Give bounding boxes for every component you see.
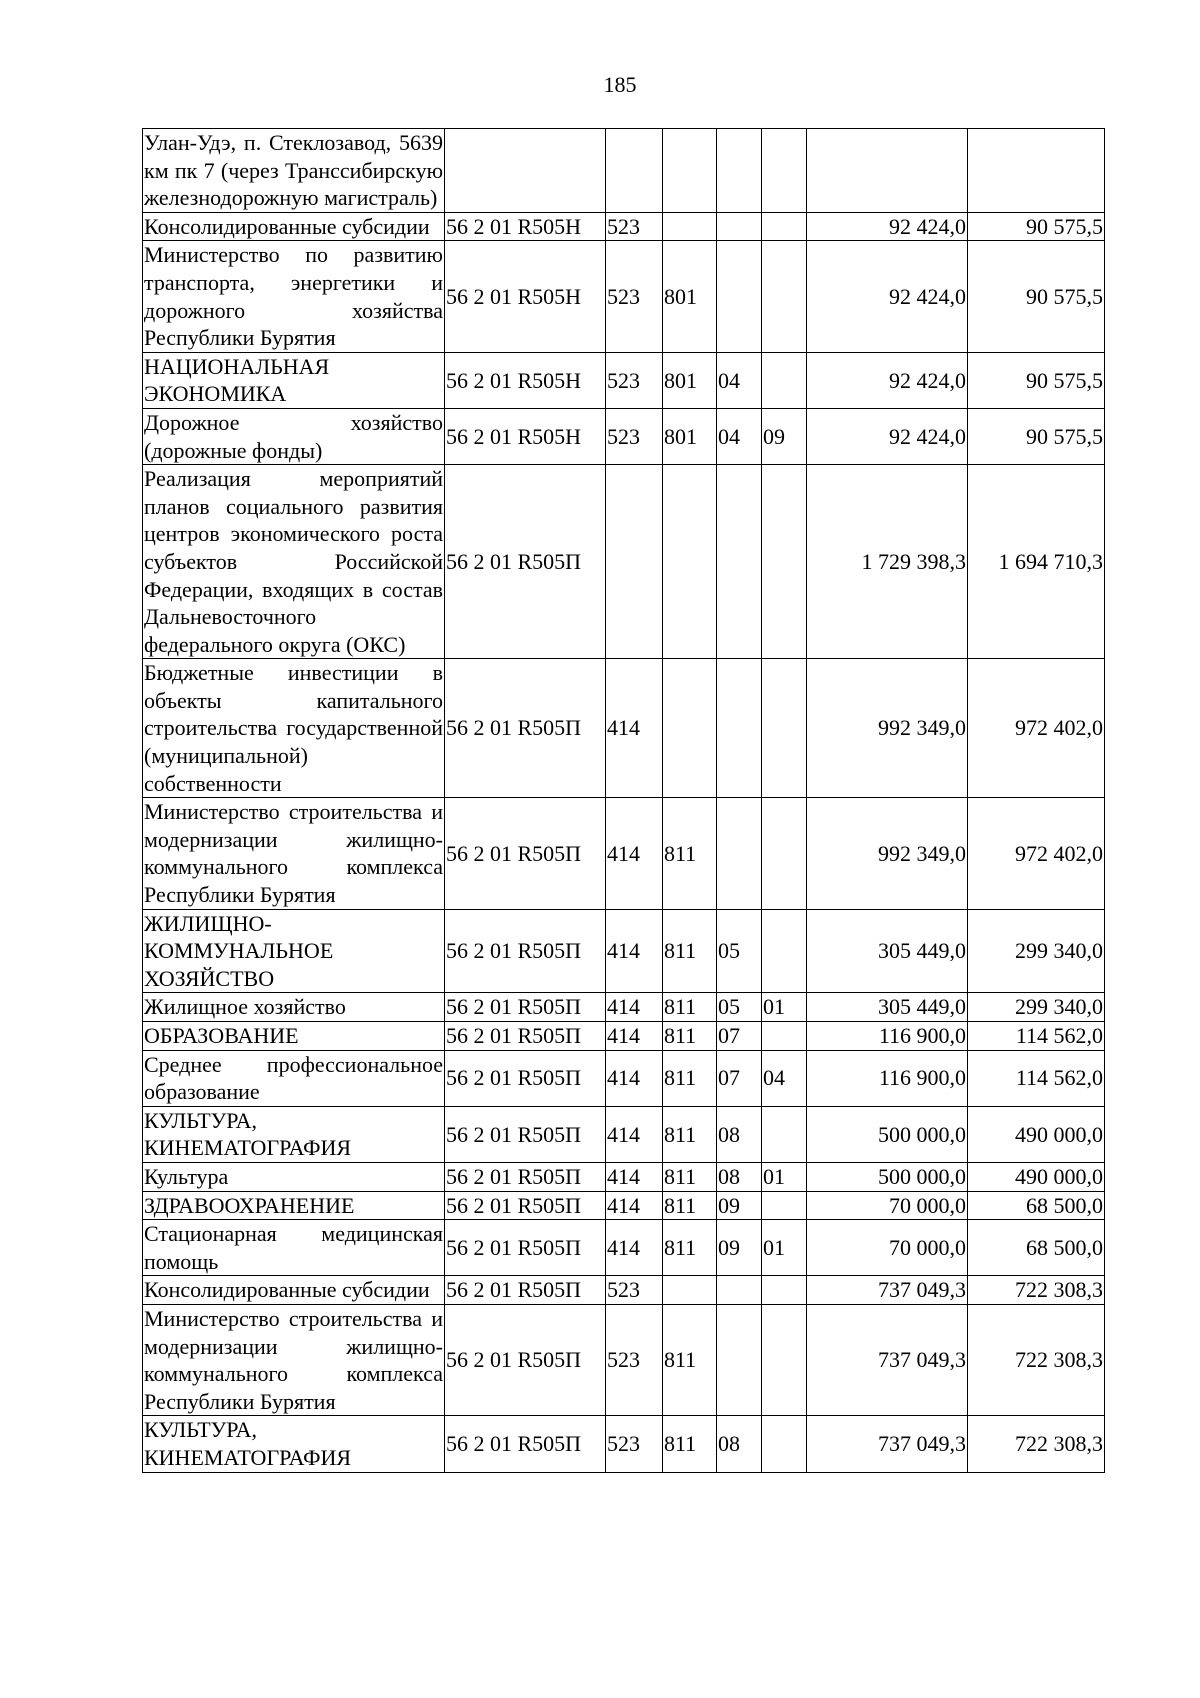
subsection-code-cell [762,1106,807,1162]
section-code-cell [717,465,762,659]
target-code-cell: 56 2 01 R505П [445,1106,606,1162]
row-name-cell: Среднее профессиональное образование [143,1050,445,1106]
target-code-cell: 56 2 01 R505П [445,1050,606,1106]
ministry-code-cell: 811 [663,798,717,909]
expense-type-cell: 414 [606,1162,663,1191]
subsection-code-cell [762,1416,807,1472]
expense-type-cell: 414 [606,659,663,798]
subsection-code-cell: 09 [762,408,807,464]
row-name-cell: ЗДРАВООХРАНЕНИЕ [143,1191,445,1220]
ministry-code-cell: 801 [663,352,717,408]
row-name-cell: Министерство строительства и модернизации жилищно-коммунального комплекса Республики Бурятия [143,1304,445,1415]
section-code-cell [717,659,762,798]
expense-type-cell: 414 [606,993,663,1022]
subsection-code-cell [762,212,807,241]
ministry-code-cell: 811 [663,1191,717,1220]
section-code-cell: 04 [717,352,762,408]
amount-second-cell: 114 562,0 [968,1022,1105,1051]
expense-type-cell: 523 [606,1304,663,1415]
table-row [143,129,1105,213]
amount-second-cell: 90 575,5 [968,241,1105,352]
row-name-cell: Дорожное хозяйство (дорожные фонды) [143,408,445,464]
table-row [143,1416,1105,1472]
target-code-cell: 56 2 01 R505Н [445,212,606,241]
target-code-cell: 56 2 01 R505П [445,465,606,659]
ministry-code-cell [663,129,717,213]
section-code-cell: 08 [717,1162,762,1191]
amount-second-cell: 490 000,0 [968,1106,1105,1162]
row-name-cell: Культура [143,1162,445,1191]
subsection-code-cell: 04 [762,1050,807,1106]
row-name-cell: Консолидированные субсидии [143,212,445,241]
table-row [143,1106,1105,1162]
amount-first-cell: 737 049,3 [807,1276,968,1305]
section-code-cell [717,1304,762,1415]
amount-first-cell: 70 000,0 [807,1191,968,1220]
ministry-code-cell: 811 [663,1304,717,1415]
expense-type-cell: 523 [606,352,663,408]
subsection-code-cell [762,352,807,408]
subsection-code-cell [762,465,807,659]
subsection-code-cell [762,909,807,993]
amount-first-cell: 92 424,0 [807,352,968,408]
table-row [143,1050,1105,1106]
table-row [143,1191,1105,1220]
amount-second-cell: 114 562,0 [968,1050,1105,1106]
table-row [143,798,1105,909]
table-row [143,1276,1105,1305]
amount-second-cell: 299 340,0 [968,993,1105,1022]
expense-type-cell: 523 [606,408,663,464]
section-code-cell [717,212,762,241]
amount-first-cell: 305 449,0 [807,993,968,1022]
expense-type-cell: 523 [606,1416,663,1472]
amount-first-cell: 737 049,3 [807,1304,968,1415]
expense-type-cell: 414 [606,1022,663,1051]
expense-type-cell [606,129,663,213]
amount-second-cell: 722 308,3 [968,1416,1105,1472]
section-code-cell [717,1276,762,1305]
row-name-cell: Министерство по развитию транспорта, энергетики и дорожного хозяйства Республики Бурятия [143,241,445,352]
section-code-cell: 07 [717,1022,762,1051]
target-code-cell [445,129,606,213]
expense-type-cell: 414 [606,1220,663,1276]
amount-first-cell: 305 449,0 [807,909,968,993]
amount-second-cell: 90 575,5 [968,352,1105,408]
amount-first-cell: 500 000,0 [807,1162,968,1191]
expense-type-cell: 414 [606,1106,663,1162]
section-code-cell: 04 [717,408,762,464]
subsection-code-cell [762,1304,807,1415]
target-code-cell: 56 2 01 R505Н [445,241,606,352]
target-code-cell: 56 2 01 R505Н [445,352,606,408]
ministry-code-cell: 811 [663,993,717,1022]
ministry-code-cell [663,659,717,798]
section-code-cell: 08 [717,1416,762,1472]
amount-second-cell: 722 308,3 [968,1304,1105,1415]
expense-type-cell: 523 [606,1276,663,1305]
row-name-cell: ЖИЛИЩНО-КОММУНАЛЬНОЕ ХОЗЯЙСТВО [143,909,445,993]
expense-type-cell: 523 [606,241,663,352]
table-row [143,352,1105,408]
subsection-code-cell: 01 [762,993,807,1022]
ministry-code-cell [663,1276,717,1305]
ministry-code-cell: 801 [663,408,717,464]
section-code-cell: 05 [717,993,762,1022]
amount-first-cell: 70 000,0 [807,1220,968,1276]
table-row [143,659,1105,798]
row-name-cell: Бюджетные инвестиции в объекты капитального строительства государственной (муниципальной) собственности [143,659,445,798]
section-code-cell: 08 [717,1106,762,1162]
target-code-cell: 56 2 01 R505П [445,993,606,1022]
target-code-cell: 56 2 01 R505П [445,1416,606,1472]
row-name-cell: Стационарная медицинская помощь [143,1220,445,1276]
row-name-cell: ОБРАЗОВАНИЕ [143,1022,445,1051]
subsection-code-cell [762,798,807,909]
amount-second-cell: 1 694 710,3 [968,465,1105,659]
amount-first-cell: 500 000,0 [807,1106,968,1162]
amount-second-cell: 972 402,0 [968,798,1105,909]
target-code-cell: 56 2 01 R505П [445,798,606,909]
subsection-code-cell [762,659,807,798]
amount-first-cell: 1 729 398,3 [807,465,968,659]
amount-second-cell: 490 000,0 [968,1162,1105,1191]
table-row [143,465,1105,659]
section-code-cell [717,241,762,352]
table-row [143,993,1105,1022]
expense-type-cell [606,465,663,659]
section-code-cell: 09 [717,1191,762,1220]
table-body [143,129,1105,1473]
table-row [143,909,1105,993]
amount-first-cell: 92 424,0 [807,241,968,352]
expense-type-cell: 414 [606,1191,663,1220]
ministry-code-cell: 811 [663,1022,717,1051]
row-name-cell: Министерство строительства и модернизации жилищно-коммунального комплекса Республики Бурятия [143,798,445,909]
amount-first-cell: 737 049,3 [807,1416,968,1472]
row-name-cell: Консолидированные субсидии [143,1276,445,1305]
subsection-code-cell [762,241,807,352]
table-row [143,241,1105,352]
expense-type-cell: 414 [606,1050,663,1106]
ministry-code-cell [663,465,717,659]
amount-first-cell: 116 900,0 [807,1050,968,1106]
subsection-code-cell [762,129,807,213]
amount-first-cell: 92 424,0 [807,408,968,464]
subsection-code-cell [762,1191,807,1220]
target-code-cell: 56 2 01 R505П [445,1304,606,1415]
amount-second-cell: 90 575,5 [968,212,1105,241]
section-code-cell: 05 [717,909,762,993]
subsection-code-cell: 01 [762,1162,807,1191]
amount-first-cell: 92 424,0 [807,212,968,241]
subsection-code-cell: 01 [762,1220,807,1276]
row-name-cell: НАЦИОНАЛЬНАЯ ЭКОНОМИКА [143,352,445,408]
amount-first-cell: 992 349,0 [807,798,968,909]
table-row [143,1304,1105,1415]
expense-type-cell: 414 [606,798,663,909]
section-code-cell [717,129,762,213]
ministry-code-cell [663,212,717,241]
subsection-code-cell [762,1022,807,1051]
ministry-code-cell: 811 [663,909,717,993]
table-row [143,408,1105,464]
amount-second-cell: 299 340,0 [968,909,1105,993]
ministry-code-cell: 811 [663,1050,717,1106]
target-code-cell: 56 2 01 R505П [445,1162,606,1191]
amount-second-cell: 68 500,0 [968,1191,1105,1220]
budget-table [142,128,1105,1473]
amount-second-cell: 90 575,5 [968,408,1105,464]
amount-first-cell [807,129,968,213]
table-row [143,1220,1105,1276]
amount-first-cell: 116 900,0 [807,1022,968,1051]
target-code-cell: 56 2 01 R505П [445,1276,606,1305]
row-name-cell: КУЛЬТУРА, КИНЕМАТОГРАФИЯ [143,1416,445,1472]
target-code-cell: 56 2 01 R505П [445,1191,606,1220]
amount-first-cell: 992 349,0 [807,659,968,798]
expense-type-cell: 414 [606,909,663,993]
ministry-code-cell: 811 [663,1106,717,1162]
ministry-code-cell: 811 [663,1220,717,1276]
target-code-cell: 56 2 01 R505П [445,1022,606,1051]
page-number: 185 [603,72,637,97]
expense-type-cell: 523 [606,212,663,241]
section-code-cell: 09 [717,1220,762,1276]
section-code-cell [717,798,762,909]
table-row [143,212,1105,241]
amount-second-cell: 722 308,3 [968,1276,1105,1305]
row-name-cell: Улан-Удэ, п. Стеклозавод, 5639 км пк 7 (через Транссибирскую железнодорожную магистраль) [143,129,445,213]
target-code-cell: 56 2 01 R505П [445,909,606,993]
target-code-cell: 56 2 01 R505П [445,1220,606,1276]
ministry-code-cell: 801 [663,241,717,352]
amount-second-cell [968,129,1105,213]
row-name-cell: Жилищное хозяйство [143,993,445,1022]
target-code-cell: 56 2 01 R505Н [445,408,606,464]
ministry-code-cell: 811 [663,1162,717,1191]
row-name-cell: Реализация мероприятий планов социального развития центров экономического роста субъектов Российской Федерации, входящих в состав Дальневосточного федерального округа (ОКС) [143,465,445,659]
table-row [143,1162,1105,1191]
section-code-cell: 07 [717,1050,762,1106]
row-name-cell: КУЛЬТУРА, КИНЕМАТОГРАФИЯ [143,1106,445,1162]
amount-second-cell: 972 402,0 [968,659,1105,798]
table-row [143,1022,1105,1051]
amount-second-cell: 68 500,0 [968,1220,1105,1276]
ministry-code-cell: 811 [663,1416,717,1472]
target-code-cell: 56 2 01 R505П [445,659,606,798]
subsection-code-cell [762,1276,807,1305]
